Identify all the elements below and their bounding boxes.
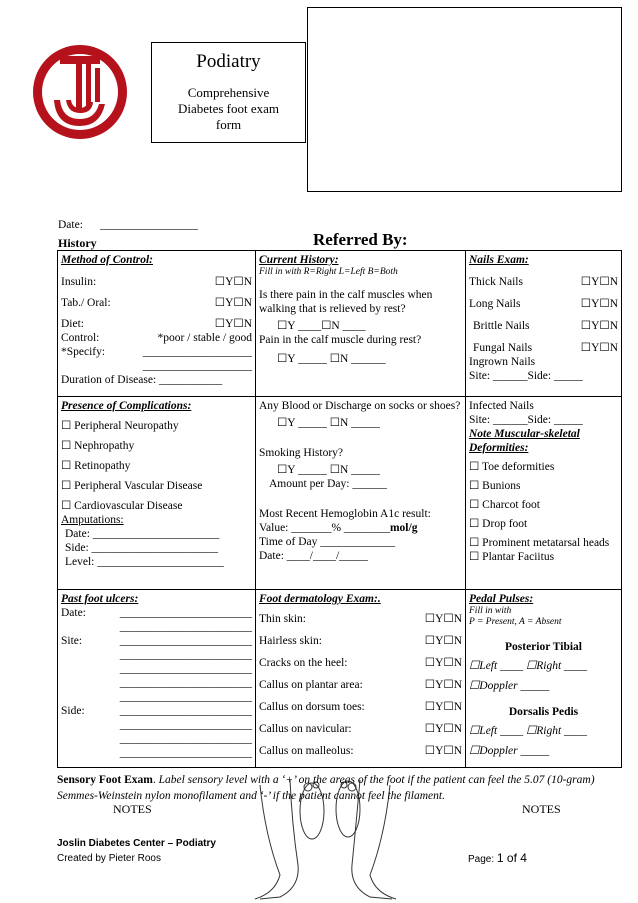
hba1c-time[interactable]: Time of Day _____________ [259,536,395,548]
callus-malleolus-yn[interactable]: ☐Y☐N [424,745,462,757]
amputation-date[interactable]: Date: ______________________ [65,528,220,540]
ulcer-date-line[interactable]: _______________________ [119,607,252,619]
nails-exam-cell: Nails Exam: Thick Nails ☐Y☐N Long Nails ☐Y☐N Brittle Nails ☐Y☐N Fungal Nails ☐Y☐N Ingrown Nails Site: ______Side: _____ [466,251,622,397]
smoking-answer[interactable]: ☐Y _____ ☐N _____ [277,464,380,476]
footer-org: Joslin Diabetes Center – Podiatry [57,838,216,849]
deformity-item[interactable]: ☐ Prominent metatarsal heads [469,537,610,549]
calf-pain-walking-answer[interactable]: ☐Y ____☐N ____ [277,320,366,332]
diet-yn[interactable]: ☐Y☐N [214,318,252,330]
current-history-cell: Current History: Fill in with R=Right L=Left B=Both Is there pain in the calf muscles when walking that is relieved by rest? ☐Y ____☐N ____ Pain in the calf muscle during rest? ☐Y _____ ☐N ______ [256,251,466,397]
duration-field[interactable]: Duration of Disease: ___________ [61,374,223,386]
form-subtitle-line: form [215,117,242,132]
amount-per-day[interactable]: Amount per Day: ______ [269,478,387,490]
complication-item[interactable]: ☐ Cardiovascular Disease [61,500,183,512]
deformity-item[interactable]: ☐ Toe deformities [469,461,555,473]
deformity-item[interactable]: ☐ Bunions [469,480,521,492]
complication-item[interactable]: ☐ Retinopathy [61,460,131,472]
notes-right-label: NOTES [522,802,561,816]
dorsalis-doppler[interactable]: ☐Doppler _____ [469,745,550,757]
page-number: Page: 1 of 4 [468,851,527,865]
referred-by-heading: Referred By: [313,230,408,249]
insulin-yn[interactable]: ☐Y☐N [214,276,252,288]
patient-label-box[interactable] [307,7,622,192]
ulcer-side-line[interactable]: _______________________ [119,705,252,717]
pedal-pulses-cell: Pedal Pulses: Fill in with P = Present, A = Absent Posterior Tibial ☐Left ____ ☐Right ____ ☐Doppler _____ Dorsalis Pedis ☐Left ____ ☐Right ____ ☐Doppler _____ [466,590,622,768]
exam-table [57,250,622,768]
complication-item[interactable]: ☐ Peripheral Vascular Disease [61,480,203,492]
footer-created-by: Created by Pieter Roos [57,853,161,864]
form-subtitle-line: Diabetes foot exam [177,101,280,116]
hairless-skin-yn[interactable]: ☐Y☐N [424,635,462,647]
dermatology-cell: Foot dermatology Exam:. Thin skin: ☐Y☐N Hairless skin: ☐Y☐N Cracks on the heel: ☐Y☐N Callus on plantar area: ☐Y☐N Callus on dorsum toes: ☐Y☐N Callus on navicular: ☐Y☐N Callus on malleolus: ☐Y☐N [256,590,466,768]
deformity-item[interactable]: ☐ Plantar Faciitus [469,551,555,563]
amputation-level[interactable]: Level: ______________________ [65,556,224,568]
brittle-nails-yn[interactable]: ☐Y☐N [580,320,618,332]
form-subtitle-line: Comprehensive [187,85,270,100]
callus-plantar-yn[interactable]: ☐Y☐N [424,679,462,691]
cracks-heel-yn[interactable]: ☐Y☐N [424,657,462,669]
posterior-left-right[interactable]: ☐Left ____ ☐Right ____ [469,660,588,672]
callus-dorsum-yn[interactable]: ☐Y☐N [424,701,462,713]
infected-site-side[interactable]: Site: ______Side: _____ [469,414,583,426]
amputation-side[interactable]: Side: ______________________ [65,542,219,554]
thick-nails-yn[interactable]: ☐Y☐N [580,276,618,288]
oral-yn[interactable]: ☐Y☐N [214,297,252,309]
history-cell: Any Blood or Discharge on socks or shoes? ☐Y _____ ☐N _____ Smoking History? ☐Y _____ ☐N _____ Amount per Day: ______ Most Recent Hemoglobin A1c result: Value: _______% ________mol/g Time of Day _____________ Date: ____/____/_____ [256,397,466,590]
complication-item[interactable]: ☐ Peripheral Neuropathy [61,420,179,432]
deformities-cell: Infected Nails Site: ______Side: _____ Note Muscular-skeletal Deformities: ☐ Toe deformities ☐ Bunions ☐ Charcot foot ☐ Drop foot ☐ Prominent metatarsal heads ☐ Plantar Faciitus [466,397,622,590]
hba1c-date[interactable]: Date: ____/____/_____ [259,550,368,562]
calf-pain-rest-answer[interactable]: ☐Y _____ ☐N ______ [277,353,386,365]
complications-cell: Presence of Complications: ☐ Peripheral Neuropathy ☐ Nephropathy ☐ Retinopathy ☐ Peripheral Vascular Disease ☐ Cardiovascular Disease Amputations: Date: ______________________ Side: ______________________ Level: ______________________ [58,397,256,590]
long-nails-yn[interactable]: ☐Y☐N [580,298,618,310]
deformity-item[interactable]: ☐ Charcot foot [469,499,540,511]
specify-field[interactable]: ___________________ [142,346,252,358]
history-heading: History [58,236,97,250]
ingrown-site-side[interactable]: Site: ______Side: _____ [469,370,583,382]
hba1c-value[interactable]: Value: _______% ________mol/g [259,522,418,534]
thin-skin-yn[interactable]: ☐Y☐N [424,613,462,625]
callus-navicular-yn[interactable]: ☐Y☐N [424,723,462,735]
complication-item[interactable]: ☐ Nephropathy [61,440,135,452]
past-ulcers-cell: Past foot ulcers: Date: _______________________ _______________________ Site: _______________________ _______________________ _______________________ _______________________ _______________________ Side: _______________________ _______________________ _______________________ _______________________ [58,590,256,768]
deformity-item[interactable]: ☐ Drop foot [469,518,528,530]
sensory-exam-instructions: Sensory Foot Exam. Label sensory level with a ‘+’ on the areas of the foot if the patient can feel the 5.07 (10-gram) Semmes-Weinstein nylon monofilament and ‘-’ if the patient cannot feel the filament. [57,774,595,802]
dorsalis-left-right[interactable]: ☐Left ____ ☐Right ____ [469,725,588,737]
blood-discharge-answer[interactable]: ☐Y _____ ☐N _____ [277,417,380,429]
form-title: Podiatry [196,51,261,72]
joslin-logo [30,42,130,142]
date-field[interactable]: Date: _________________ [58,219,198,231]
fungal-nails-yn[interactable]: ☐Y☐N [580,342,618,354]
notes-left-label: NOTES [113,802,152,816]
control-options[interactable]: *poor / stable / good [157,332,252,344]
ulcer-site-line[interactable]: _______________________ [119,635,252,647]
posterior-doppler[interactable]: ☐Doppler _____ [469,680,550,692]
method-of-control-cell: Method of Control: Insulin: ☐Y☐N Tab./ Oral: ☐Y☐N Diet: ☐Y☐N Control: *poor / stable / good *Specify: ___________________ ___________________ Duration of Disease: ___________ [58,251,256,397]
form-title-box [151,42,306,143]
